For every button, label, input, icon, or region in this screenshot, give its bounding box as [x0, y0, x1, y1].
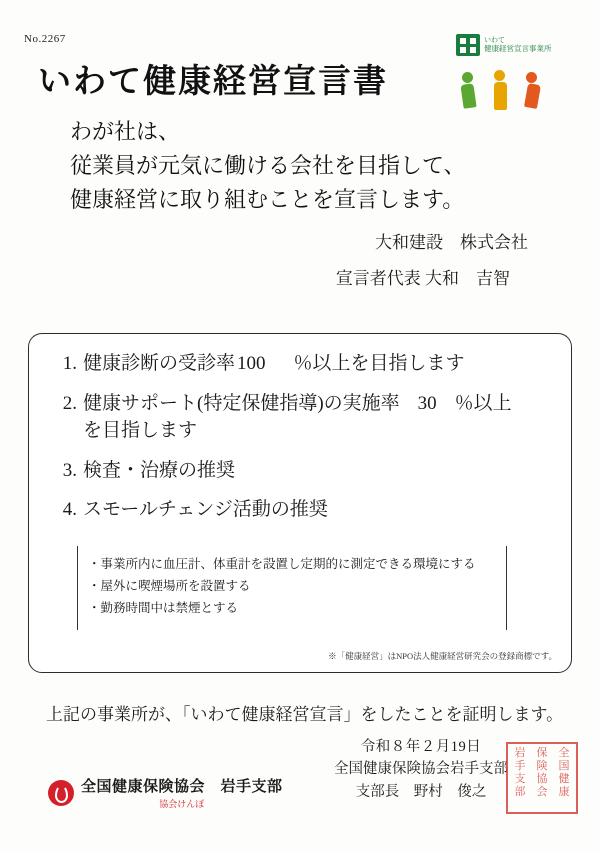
seal-char-2-1: 保: [536, 747, 548, 759]
building-icon: [456, 34, 480, 56]
association-logo: [48, 775, 283, 810]
declaration-line-3: 健康経営に取り組むことを宣言します。: [70, 187, 465, 213]
trademark-note: ※「健康経営」はNPO法人健康経営研究会の登録商標です。: [328, 651, 557, 661]
seal-column-2: [531, 747, 553, 809]
logo-top-row: [456, 32, 576, 58]
logo-line-2: 健康経営宣言事業所: [484, 43, 552, 53]
seal-char-1-4: 康: [558, 786, 570, 799]
association-subtitle: 協会けんぽ: [159, 799, 205, 809]
seal-char-2-2: 険: [536, 760, 548, 773]
person-yellow-icon: [494, 70, 507, 110]
representative-name: 宣言者代表 大和 吉智: [335, 269, 510, 288]
logo-text: [484, 37, 552, 53]
iwate-health-management-logo: [456, 32, 576, 110]
note-item-3: ・勤務時間中は禁煙とする: [88, 600, 239, 615]
goal-text-2: [83, 390, 553, 445]
seal-char-1-2: 国: [558, 760, 570, 773]
signature-date: 令和８年２月19日: [360, 739, 482, 755]
goal-label-1: 健康診断の受診率: [83, 353, 236, 374]
goal-suffix-1: ％以上を目指します: [293, 353, 465, 374]
goal-text-4: スモールチェンジ活動の推奨: [83, 499, 328, 521]
seal-char-2-4: 会: [536, 786, 548, 799]
note-item-2: ・屋外に喫煙場所を設置する: [88, 578, 251, 593]
seal-char-3-1: 岩: [514, 747, 526, 759]
signature-block: [334, 736, 508, 803]
person-orange-icon: [526, 72, 539, 108]
goal-suffix2-2: を目指します: [83, 420, 198, 442]
notes-box: [77, 546, 507, 630]
goal-label-2: 健康サポート(特定保健指導)の実施率: [83, 392, 400, 414]
logo-people-icon: [456, 60, 576, 110]
certification-statement: 上記の事業所が、「いわて健康経営宣言」をしたことを証明します。: [46, 705, 564, 724]
seal-char-3-3: 支: [514, 773, 526, 786]
page-title: いわて健康経営宣言書: [38, 64, 388, 100]
official-seal-stamp: [506, 742, 578, 814]
document-number: No.2267: [24, 33, 66, 45]
seal-column-3: [509, 747, 531, 809]
kenpo-mark-icon: [48, 780, 74, 806]
person-green-icon: [462, 72, 475, 108]
goals-box: [28, 333, 572, 673]
goal-number-3: 3.: [62, 459, 77, 481]
goal-value-1: 100: [237, 353, 266, 374]
association-text: [81, 775, 283, 810]
declaration-line-2: 従業員が元気に働ける会社を目指して、: [70, 153, 466, 179]
seal-char-1-1: 全: [558, 747, 570, 759]
goal-number-1: 1.: [62, 353, 77, 374]
goal-item-1: [51, 350, 553, 378]
goal-text-1: [83, 350, 553, 378]
goal-text-3: 検査・治療の推奨: [83, 459, 236, 481]
seal-column-1: [553, 747, 575, 809]
goal-number-4: 4.: [62, 499, 77, 521]
declaration-line-1: わが社は、: [70, 119, 181, 144]
association-name: 全国健康保険協会 岩手支部: [81, 778, 283, 795]
seal-char-3-4: 部: [514, 786, 526, 799]
seal-char-1-3: 健: [558, 773, 570, 786]
goal-value-2: 30: [417, 392, 437, 414]
goal-item-3: [51, 457, 553, 485]
goal-number-2: 2.: [62, 392, 77, 414]
goal-item-2: [51, 390, 553, 445]
signature-organization: 全国健康保険協会岩手支部: [334, 761, 508, 778]
seal-char-3-2: 手: [514, 760, 526, 773]
note-item-1: ・事業所内に血圧計、体重計を設置し定期的に測定できる環境にする: [88, 557, 476, 571]
goal-suffix-2: ％以上: [454, 392, 512, 414]
seal-char-2-3: 協: [536, 773, 548, 786]
logo-line-1: いわて: [484, 37, 505, 45]
goals-list: [29, 334, 571, 524]
goal-item-4: [51, 496, 553, 524]
company-name: 大和建設 株式会社: [375, 233, 528, 252]
declaration-text: [70, 115, 466, 217]
signature-person: 支部長 野村 俊之: [355, 783, 487, 800]
